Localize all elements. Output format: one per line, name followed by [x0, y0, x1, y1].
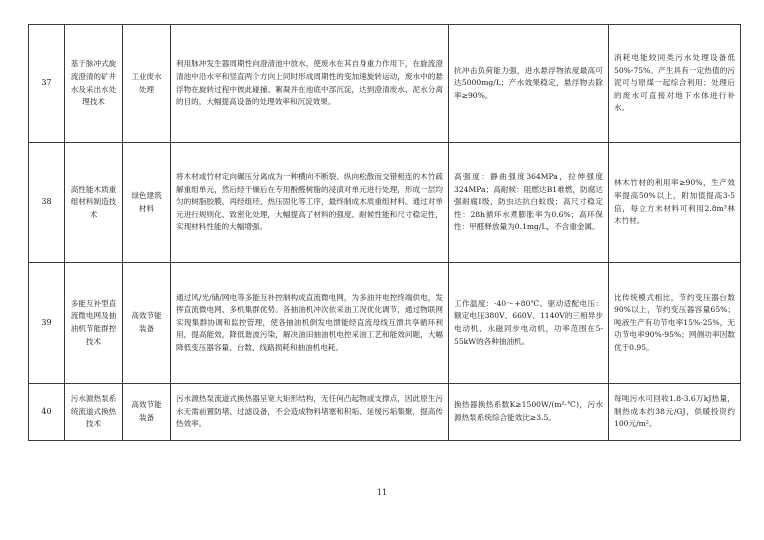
technology-parameters: 高强度：静曲强度364MPa，拉伸强度324MPa；高耐候：阻燃达B1难燃，防腐达强耐腐I级，防虫达抗白蚁级；高尺寸稳定性：28h循环水煮膨胀率为0.6%；高环保性：甲醛释放量为0.1mg/L，不含重金属。 — [449, 143, 609, 263]
technology-name: 高性能木质重组材料制造技术 — [65, 143, 123, 263]
table-row — [29, 143, 741, 263]
technology-description: 将木材或竹材定向碾压分离成为一种横向不断裂、纵向松散而交错相连的木竹疏解重组单元，然后经干燥后在专用酚醛树脂的浸渍对单元进行处理，形成一层均匀的树脂胶膜，再经组坯、热压固化等工序，最终制成木质重组材料。通过对单元进行规则化、致密化处理，大幅提高了材料的强度、耐候性能和尺寸稳定性，实现材料性能的大幅增强。 — [171, 143, 449, 263]
table-row — [29, 263, 741, 384]
technology-effect: 比传统模式相比，节约变压器台数90%以上，节约变压器容量65%；吨液生产有功节电率15%-25%，无功节电率90%-95%；网侧功率因数优于0.95。 — [609, 263, 741, 384]
technology-parameters: 换热器换热系数K≥1500W/(m²·℃)，污水源热泵系统综合能效比≥3.5。 — [449, 384, 609, 441]
technology-category: 高效节能装备 — [123, 263, 171, 384]
technology-category: 高效节能装备 — [123, 384, 171, 441]
row-number: 39 — [29, 263, 65, 384]
row-number: 40 — [29, 384, 65, 441]
technology-description: 通过风/光/储/网电等多能互补控制构成直流微电网，为多油井电控终端供电，发挥直流微电网、多机集群优势。各抽油机冲次依采油工况优化调节，通过物联网实现集群协调和监控管理，使各抽油机倒发电馈能经直流母线互馈共享循环利用，提高能效，降低谐波污染，解决油田抽油机电控采油工艺和能效问题，大幅降低变压器容量、台数、线路损耗和抽油机电耗。 — [171, 263, 449, 384]
row-number: 38 — [29, 143, 65, 263]
row-number: 37 — [29, 25, 65, 143]
technology-effect: 消耗电能较同类污水处理设备低50%-75%。产生具有一定热值的污泥可与原煤一起综合利用；处理后的废水可直接对地下水体进行补水。 — [609, 25, 741, 143]
technology-category: 工业废水处理 — [123, 25, 171, 143]
technology-name: 污水源热泵系统流道式换热技术 — [65, 384, 123, 441]
technology-parameters: 工作温度：-40～+80℃。驱动适配电压：额定电压380V、660V、1140V的三相异步电动机、永磁同步电动机，功率范围在5-55kW的各种抽油机。 — [449, 263, 609, 384]
technology-name: 多能互补型直流微电网及抽油机节能群控技术 — [65, 263, 123, 384]
technology-effect: 林木竹材的利用率≥90%，生产效率提高50%以上，附加值提高3-5倍，每立方米材料可利用2.8m³林木竹材。 — [609, 143, 741, 263]
technology-catalog-table — [28, 24, 741, 441]
technology-effect: 每吨污水可回收1.8-3.6万kJ热量，制热成本约38元/GJ，供暖投资约100元/m²。 — [609, 384, 741, 441]
technology-parameters: 抗冲击负荷能力强，进水悬浮物浓度最高可达5000mg/L；产水效果稳定，悬浮物去除率≥90%。 — [449, 25, 609, 143]
technology-category: 绿色建筑材料 — [123, 143, 171, 263]
technology-name: 基于脉冲式旋流澄清的矿井水及采出水处理技术 — [65, 25, 123, 143]
page-number: 11 — [376, 488, 388, 497]
table-row — [29, 25, 741, 143]
technology-description: 污水源热泵流道式换热器呈宽大矩形结构，无任何凸起物或支撑点，因此原生污水无需前置防堵、过滤设备，不会造成物料堵塞和积垢、延缓污垢集聚，提高传热效率。 — [171, 384, 449, 441]
table-row — [29, 384, 741, 441]
technology-description: 利用脉冲发生器周期性向澄清池中放水，使废水在其自身重力作用下，在旋流澄清池中沿水平和竖直两个方向上同时形成周期性的变加速旋转运动，废水中的悬浮物在旋转过程中彼此碰撞、絮凝并在池底中部沉淀，达到澄清废水、泥水分离的目的，大幅提高设备的处理效率和沉淀效果。 — [171, 25, 449, 143]
